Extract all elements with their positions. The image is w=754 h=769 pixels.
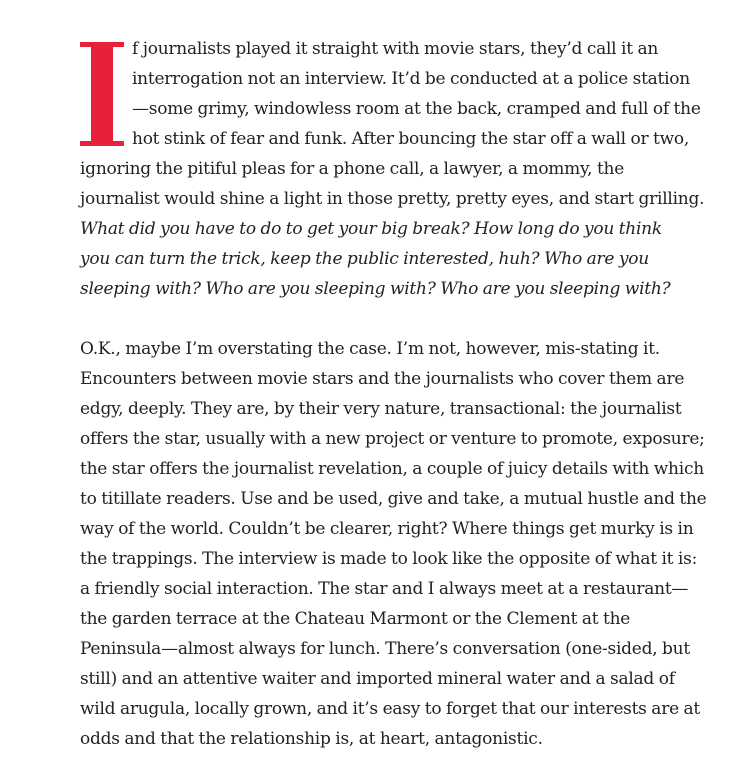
paragraph-1 (80, 34, 720, 304)
drop-cap-stem (91, 42, 113, 146)
italic-text-line: sleeping with? Who are you sleeping with? Who are you sleeping with? (80, 279, 671, 299)
text-line: ignoring the pitiful pleas for a phone call, a lawyer, a mommy, the (80, 159, 625, 179)
text-line: way of the world. Couldn’t be clearer, right? Where things get murky is in (80, 519, 694, 539)
text-line: the garden terrace at the Chateau Marmont or the Clement at the (80, 609, 631, 629)
text-line: offers the star, usually with a new project or venture to promote, exposure; (80, 429, 705, 449)
drop-cap-bottom-serif (80, 141, 124, 146)
paragraph-2 (80, 334, 720, 754)
text-line: the trappings. The interview is made to look like the opposite of what it is: (80, 549, 698, 569)
drop-cap-letter-i (80, 42, 124, 146)
text-line: f journalists played it straight with movie stars, they’d call it an (132, 39, 659, 59)
italic-text-line: What did you have to do to get your big break? How long do you think (80, 219, 662, 239)
text-line: the star offers the journalist revelation, a couple of juicy details with which (80, 459, 704, 479)
text-line: still) and an attentive waiter and imported mineral water and a salad of (80, 669, 675, 689)
article-body (80, 34, 720, 754)
text-line: —some grimy, windowless room at the back, cramped and full of the (132, 99, 701, 119)
text-line: wild arugula, locally grown, and it’s easy to forget that our interests are at (80, 699, 700, 719)
text-line: edgy, deeply. They are, by their very nature, transactional: the journalist (80, 399, 682, 419)
text-line: journalist would shine a light in those pretty, pretty eyes, and start grilling. (80, 189, 705, 209)
text-line: Peninsula—almost always for lunch. There’s conversation (one-sided, but (80, 639, 690, 659)
text-line: hot stink of fear and funk. After bouncing the star off a wall or two, (132, 129, 690, 149)
text-line: odds and that the relationship is, at heart, antagonistic. (80, 729, 543, 749)
drop-cap (80, 42, 124, 146)
text-line: interrogation not an interview. It’d be conducted at a police station (132, 69, 690, 89)
text-line: to titillate readers. Use and be used, give and take, a mutual hustle and the (80, 489, 707, 509)
italic-text-line: you can turn the trick, keep the public interested, huh? Who are you (80, 249, 649, 269)
text-line: Encounters between movie stars and the journalists who cover them are (80, 369, 685, 389)
text-line: O.K., maybe I’m overstating the case. I’m not, however, mis-stating it. (80, 339, 660, 359)
text-line: a friendly social interaction. The star and I always meet at a restaurant— (80, 579, 689, 599)
